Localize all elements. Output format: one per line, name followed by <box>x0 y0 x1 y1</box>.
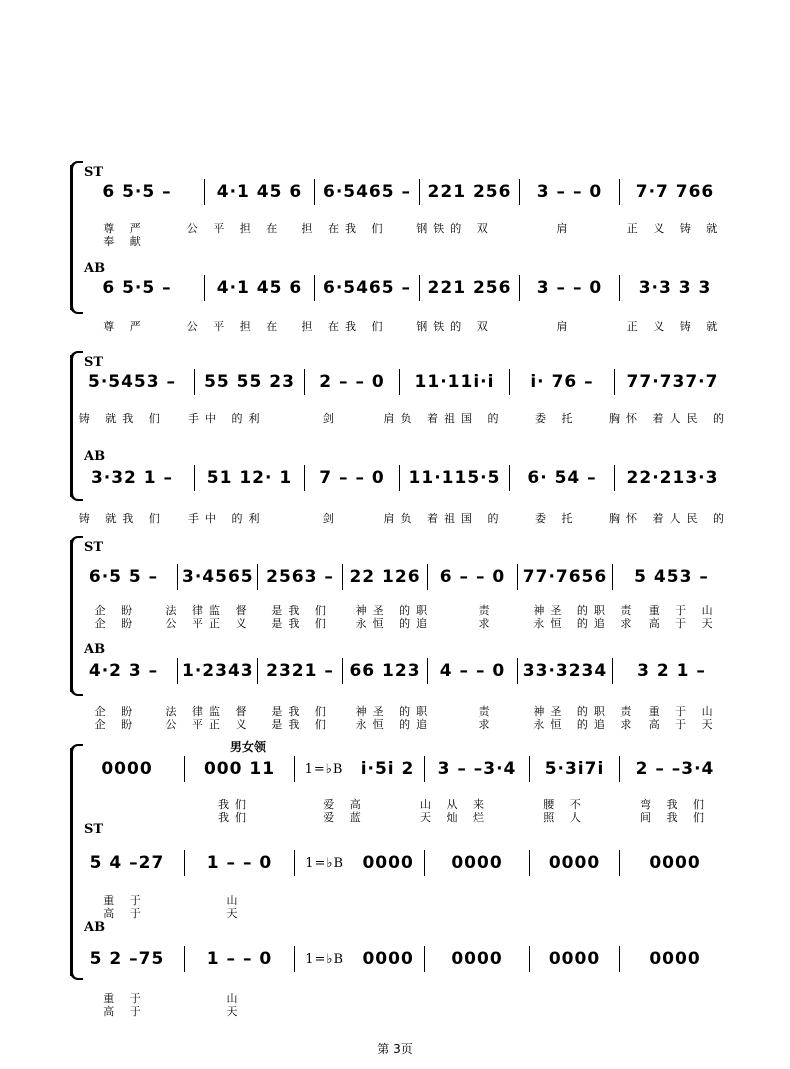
lyric: 剑 <box>322 412 340 425</box>
lyric: 天 灿 烂 <box>420 811 490 824</box>
lyric: 高 于 天 <box>648 718 719 731</box>
lyric: 山 从 来 <box>420 798 490 811</box>
key-signature: 1=♭B <box>305 855 345 871</box>
lyric: 永恒 的追 求 <box>533 617 638 630</box>
staff-st <box>70 850 730 876</box>
lyric: 企 盼 <box>94 604 139 617</box>
lyric: 肩 <box>556 222 574 235</box>
solo-label: 男女领 <box>230 740 267 754</box>
lyric: 手中 的利 <box>188 412 266 425</box>
measure <box>295 756 425 782</box>
measure: i· 76 – <box>510 369 615 395</box>
lyric: 山 <box>226 894 244 907</box>
part-label-st: ST <box>84 822 104 837</box>
lyric: 永恒 的追 <box>355 718 434 731</box>
lyric: 奉 献 <box>103 235 147 248</box>
part-label-st: ST <box>84 355 104 370</box>
part-label-ab: AB <box>84 261 106 276</box>
measure: 0000 <box>425 850 530 876</box>
lyric: 高 于 <box>103 907 147 920</box>
lyric: 手中 的利 <box>188 512 266 525</box>
measure: 11·115·5 <box>400 465 510 491</box>
notes: 0000 <box>362 949 414 969</box>
lyric: 天 <box>226 1005 244 1018</box>
lyric: 求 <box>478 617 496 630</box>
lyric: 担 在我 们 <box>301 320 389 333</box>
measure: 6 5·5 – <box>70 275 205 301</box>
measure: 77·737·7 <box>626 372 719 392</box>
measure: 0000 <box>649 949 701 969</box>
lyric: 腰 不 <box>543 798 587 811</box>
lyric: 正 义 铸 就 <box>626 222 724 235</box>
lyrics-ab-1 <box>70 318 730 334</box>
lyric: 责 <box>478 705 496 718</box>
measure: 2321 – <box>258 658 343 684</box>
lyric: 胸怀 着人民 的 <box>609 512 730 525</box>
lyric: 是我 们 <box>271 617 332 630</box>
page-number: 第 3页 <box>377 1042 413 1056</box>
lyric: 尊 严 <box>103 222 147 235</box>
part-label-ab: AB <box>84 449 106 464</box>
measure: 6 – – 0 <box>428 564 518 590</box>
lyrics-st-2 <box>70 905 730 921</box>
measure: 3 – – 0 <box>520 275 620 301</box>
measure: 4·2 3 – <box>70 658 178 684</box>
lyric: 公 平正 义 <box>165 617 253 630</box>
measure: 4 – – 0 <box>428 658 518 684</box>
lyric: 法 律监 督 <box>165 705 253 718</box>
lyric: 神圣 的职 责 <box>533 705 638 718</box>
part-label-st: ST <box>84 540 104 555</box>
staff-ab <box>70 946 730 972</box>
lyric: 企 盼 <box>94 617 139 630</box>
measure: 6 5·5 – <box>70 179 205 205</box>
staff-st <box>70 564 730 590</box>
measure: 4·1 45 6 <box>205 179 315 205</box>
lyric: 神圣 的职 <box>355 705 434 718</box>
lyric: 高 于 <box>103 1005 147 1018</box>
measure: 000 11 <box>185 756 295 782</box>
lyric: 铸 就我 们 <box>78 512 166 525</box>
measure: 1 – – 0 <box>185 850 295 876</box>
lyrics-solo-2 <box>70 809 730 825</box>
measure: 7·7 766 <box>635 182 715 202</box>
measure: 22 126 <box>343 564 428 590</box>
lyric: 担 在我 们 <box>301 222 389 235</box>
lyric: 我们 <box>218 798 252 811</box>
lyric: 我们 <box>218 811 252 824</box>
lyric: 正 义 铸 就 <box>626 320 724 333</box>
lyric: 重 于 <box>103 992 147 1005</box>
measure: 5·3i7i <box>530 756 620 782</box>
measure: 0000 <box>425 946 530 972</box>
staff-st <box>70 369 730 395</box>
measure: 3 – –3·4 <box>425 756 530 782</box>
measure: 3 2 1 – <box>637 661 706 681</box>
lyric: 永恒 的追 求 <box>533 718 638 731</box>
measure: 3·3 3 3 <box>638 278 712 298</box>
measure: 0000 <box>649 853 701 873</box>
measure: 22·213·3 <box>626 468 719 488</box>
measure: 11·11i·i <box>400 369 510 395</box>
lyric: 铸 就我 们 <box>78 412 166 425</box>
measure: 2 – –3·4 <box>635 759 715 779</box>
measure: 1·2343 <box>178 658 258 684</box>
lyric: 重 于 山 <box>648 604 719 617</box>
measure: 6·5465 – <box>315 179 420 205</box>
lyrics-ab-2 <box>70 1003 730 1019</box>
lyric: 肩负 着祖国 的 <box>383 412 505 425</box>
lyric: 钢铁的 双 <box>416 222 494 235</box>
measure: 221 256 <box>420 275 520 301</box>
part-label-st: ST <box>84 165 104 180</box>
measure: 2563 – <box>258 564 343 590</box>
measure: 51 12· 1 <box>195 465 305 491</box>
lyrics-st-2 <box>70 615 730 631</box>
measure: 7 – – 0 <box>305 465 400 491</box>
measure: 3·4565 <box>178 564 258 590</box>
measure <box>295 850 425 876</box>
lyric: 山 <box>226 992 244 1005</box>
staff-st <box>70 179 730 205</box>
key-signature: 1=♭B <box>305 951 345 967</box>
lyric: 弯 我 们 <box>640 798 710 811</box>
measure: 0000 <box>530 850 620 876</box>
lyric: 照 人 <box>543 811 587 824</box>
lyric: 肩 <box>556 320 574 333</box>
lyrics-st-2 <box>70 233 730 249</box>
measure: 5 2 –75 <box>70 946 185 972</box>
lyric: 是我 们 <box>271 705 332 718</box>
lyric: 公 平 担 在 <box>186 222 284 235</box>
lyric: 是我 们 <box>271 604 332 617</box>
notes: i·5i 2 <box>360 759 415 779</box>
lyric: 肩负 着祖国 的 <box>383 512 505 525</box>
lyric: 胸怀 着人民 的 <box>609 412 730 425</box>
system-1 <box>70 165 730 310</box>
key-signature: 1=♭B <box>304 761 344 777</box>
staff-solo <box>70 756 730 782</box>
measure: 0000 <box>530 946 620 972</box>
lyric: 重 于 <box>103 894 147 907</box>
measure: 3·32 1 – <box>70 465 195 491</box>
lyric: 法 律监 督 <box>165 604 253 617</box>
lyric: 是我 们 <box>271 718 332 731</box>
lyric: 责 <box>478 604 496 617</box>
lyric: 剑 <box>322 512 340 525</box>
lyrics-ab-1 <box>70 510 730 526</box>
lyric: 间 我 们 <box>640 811 710 824</box>
lyrics-st-1 <box>70 410 730 426</box>
system-3 <box>70 540 730 692</box>
lyric: 公 平 担 在 <box>186 320 284 333</box>
part-label-ab: AB <box>84 920 106 935</box>
lyric: 天 <box>226 907 244 920</box>
lyric: 企 盼 <box>94 705 139 718</box>
lyric: 企 盼 <box>94 718 139 731</box>
system-4 <box>70 748 730 976</box>
measure: 6·5 5 – <box>70 564 178 590</box>
measure <box>295 946 425 972</box>
lyric: 尊 严 <box>103 320 147 333</box>
measure: 4·1 45 6 <box>205 275 315 301</box>
measure: 6· 54 – <box>510 465 615 491</box>
staff-ab <box>70 465 730 491</box>
measure: 3 – – 0 <box>520 179 620 205</box>
staff-ab <box>70 275 730 301</box>
lyric: 永恒 的追 <box>355 617 434 630</box>
measure: 77·7656 <box>518 564 613 590</box>
lyric: 公 平正 义 <box>165 718 253 731</box>
measure: 2 – – 0 <box>305 369 400 395</box>
measure: 5 4 –27 <box>70 850 185 876</box>
lyric: 钢铁的 双 <box>416 320 494 333</box>
measure: 0000 <box>70 756 185 782</box>
lyric: 重 于 山 <box>648 705 719 718</box>
lyric: 高 于 天 <box>648 617 719 630</box>
measure: 221 256 <box>420 179 520 205</box>
lyrics-ab-2 <box>70 716 730 732</box>
system-2 <box>70 355 730 497</box>
lyric: 委 托 <box>535 512 579 525</box>
lyric: 神圣 的职 责 <box>533 604 638 617</box>
part-label-ab: AB <box>84 642 106 657</box>
staff-ab <box>70 658 730 684</box>
lyric: 神圣 的职 <box>355 604 434 617</box>
measure: 1 – – 0 <box>185 946 295 972</box>
lyric: 求 <box>478 718 496 731</box>
measure: 6·5465 – <box>315 275 420 301</box>
measure: 5 453 – <box>634 567 709 587</box>
measure: 55 55 23 <box>195 369 305 395</box>
measure: 66 123 <box>343 658 428 684</box>
measure: 5·5453 – <box>70 369 195 395</box>
measure: 33·3234 <box>518 658 613 684</box>
notes: 0000 <box>362 853 414 873</box>
lyric: 爱 高 <box>323 798 367 811</box>
lyric: 爱 蓝 <box>323 811 367 824</box>
lyric: 委 托 <box>535 412 579 425</box>
